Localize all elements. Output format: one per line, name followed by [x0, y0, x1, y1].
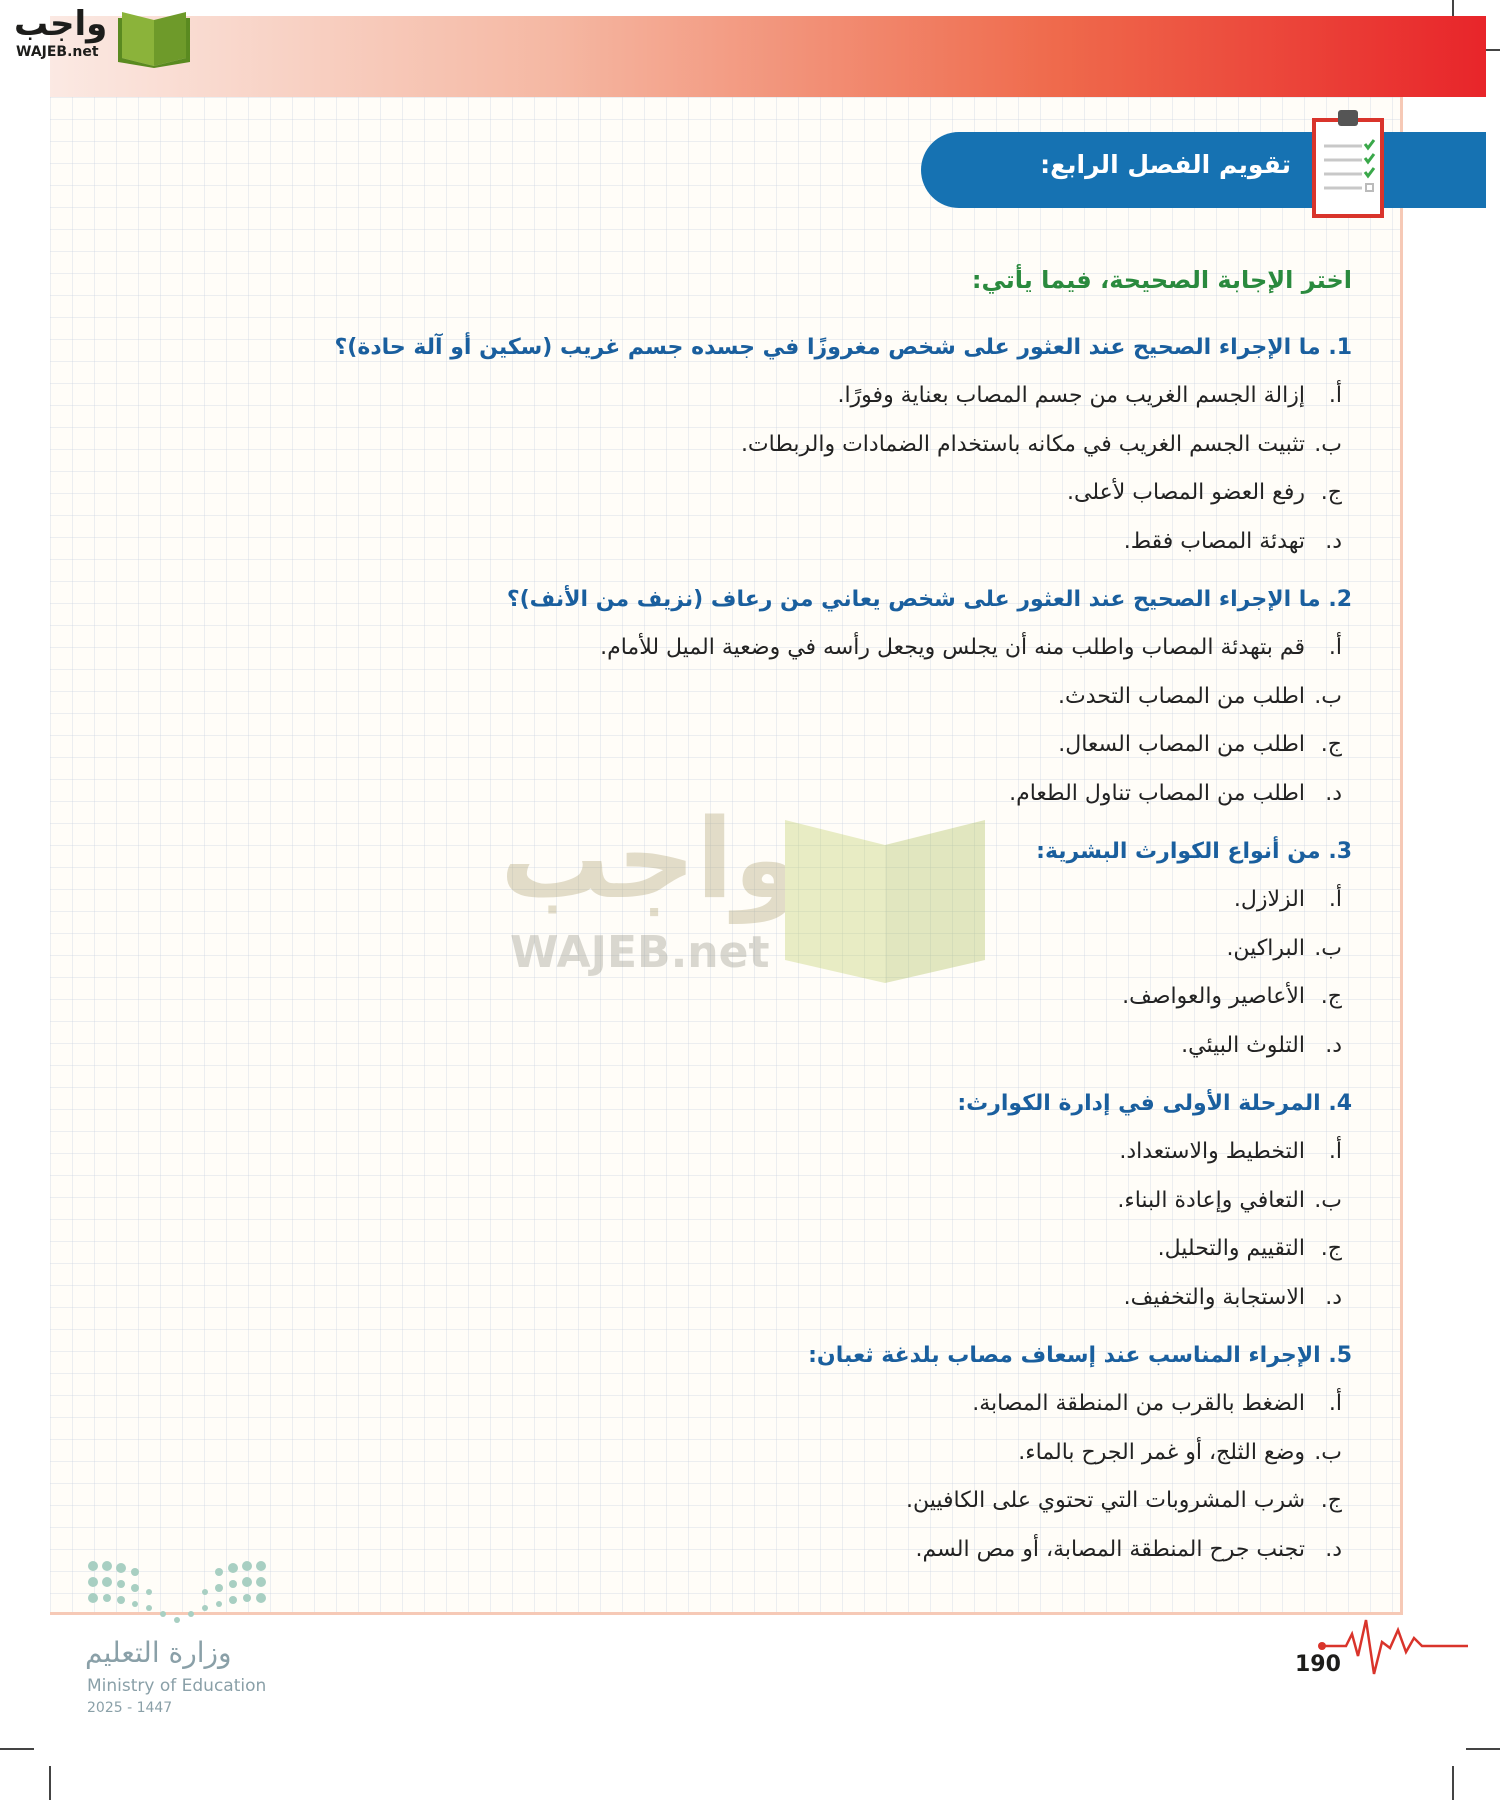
question-1: 1. ما الإجراء الصحيح عند العثور على شخص مغروزًا في جسده جسم غريب (سكين أو آلة حادة)؟: [334, 335, 1352, 360]
option-text: وضع الثلج، أو غمر الجرح بالماء.: [1018, 1439, 1305, 1465]
option-item[interactable]: [202, 372, 1352, 421]
question-5-options: [202, 1380, 1352, 1574]
option-letter: ج.: [1320, 480, 1342, 505]
option-item[interactable]: [202, 1380, 1352, 1429]
watermark-english: WAJEB.net: [510, 927, 770, 978]
option-item[interactable]: [202, 624, 1352, 673]
crop-mark: [1466, 1748, 1500, 1750]
option-item[interactable]: [202, 1477, 1352, 1526]
option-text: تجنب جرح المنطقة المصابة، أو مص السم.: [915, 1536, 1305, 1562]
option-letter: د.: [1325, 528, 1342, 554]
assessment-content: [202, 260, 1352, 1588]
option-item[interactable]: [202, 1274, 1352, 1323]
option-text: التعافي وإعادة البناء.: [1117, 1187, 1305, 1213]
option-text: شرب المشروبات التي تحتوي على الكافيين.: [906, 1488, 1305, 1513]
question-4-options: [202, 1128, 1352, 1322]
option-text: البراكين.: [1226, 935, 1305, 961]
option-item[interactable]: [202, 721, 1352, 770]
option-item[interactable]: [202, 1177, 1352, 1226]
option-text: اطلب من المصاب التحدث.: [1058, 683, 1305, 709]
option-text: التخطيط والاستعداد.: [1119, 1139, 1305, 1164]
option-item[interactable]: [202, 1526, 1352, 1575]
page-number: 190: [1295, 1652, 1341, 1677]
option-text: رفع العضو المصاب لأعلى.: [1066, 480, 1305, 505]
header-gradient-band: [50, 16, 1486, 97]
option-letter: ب.: [1314, 1187, 1342, 1213]
option-item[interactable]: [202, 1128, 1352, 1177]
option-letter: ج.: [1320, 1236, 1342, 1261]
option-letter: ج.: [1320, 984, 1342, 1009]
option-letter: ج.: [1320, 1488, 1342, 1513]
option-letter: ب.: [1314, 683, 1342, 709]
logo-english-text: WAJEB.net: [16, 44, 99, 60]
option-letter: أ.: [1328, 1139, 1342, 1164]
book-icon: [114, 8, 194, 68]
option-item[interactable]: [202, 673, 1352, 722]
option-letter: أ.: [1328, 635, 1342, 660]
crop-mark: [0, 1748, 34, 1750]
option-letter: أ.: [1328, 383, 1342, 408]
option-letter: ب.: [1314, 431, 1342, 457]
option-text: اطلب من المصاب السعال.: [1058, 732, 1305, 757]
option-item[interactable]: [202, 973, 1352, 1022]
question-2: 2. ما الإجراء الصحيح عند العثور على شخص يعاني من رعاف (نزيف من الأنف)؟: [506, 587, 1352, 612]
crop-mark: [49, 1766, 51, 1800]
option-item[interactable]: [202, 469, 1352, 518]
question-4: 4. المرحلة الأولى في إدارة الكوارث:: [957, 1091, 1352, 1116]
option-item[interactable]: [202, 1022, 1352, 1071]
option-text: تهدئة المصاب فقط.: [1123, 528, 1305, 554]
ministry-logo: [85, 1556, 285, 1726]
option-letter: د.: [1325, 1032, 1342, 1058]
instruction-heading: اختر الإجابة الصحيحة، فيما يأتي:: [971, 266, 1352, 294]
option-letter: أ.: [1328, 1391, 1342, 1416]
option-letter: ب.: [1314, 1439, 1342, 1465]
question-3-options: [202, 876, 1352, 1070]
option-letter: د.: [1325, 780, 1342, 806]
option-text: الأعاصير والعواصف.: [1122, 984, 1305, 1009]
option-letter: ب.: [1314, 935, 1342, 961]
option-letter: أ.: [1328, 887, 1342, 912]
option-item[interactable]: [202, 770, 1352, 819]
question-1-options: [202, 372, 1352, 566]
option-letter: د.: [1325, 1536, 1342, 1562]
crop-mark: [1452, 1766, 1454, 1800]
option-item[interactable]: [202, 1225, 1352, 1274]
option-text: الزلازل.: [1233, 887, 1305, 912]
heartbeat-line-icon: [1318, 1612, 1468, 1682]
option-item[interactable]: [202, 421, 1352, 470]
option-text: اطلب من المصاب تناول الطعام.: [1009, 780, 1305, 806]
checklist-clipboard-icon: [1312, 106, 1384, 218]
option-text: إزالة الجسم الغريب من جسم المصاب بعناية وفورًا.: [837, 383, 1305, 408]
option-item[interactable]: [202, 876, 1352, 925]
option-text: الضغط بالقرب من المنطقة المصابة.: [972, 1391, 1305, 1416]
chapter-banner: [921, 132, 1486, 208]
option-letter: ج.: [1320, 732, 1342, 757]
option-text: قم بتهدئة المصاب واطلب منه أن يجلس ويجعل رأسه في وضعية الميل للأمام.: [600, 635, 1305, 660]
option-text: التقييم والتحليل.: [1157, 1236, 1305, 1261]
logo-arabic-text: واجب: [14, 4, 108, 44]
site-logo[interactable]: [8, 4, 188, 66]
question-2-options: [202, 624, 1352, 818]
question-5: 5. الإجراء المناسب عند إسعاف مصاب بلدغة ثعبان:: [808, 1343, 1352, 1368]
question-3: 3. من أنواع الكوارث البشرية:: [1036, 839, 1352, 864]
option-text: تثبيت الجسم الغريب في مكانه باستخدام الضمادات والربطات.: [740, 431, 1305, 457]
ministry-arabic: وزارة التعليم: [85, 1636, 232, 1669]
option-letter: د.: [1325, 1284, 1342, 1310]
option-item[interactable]: [202, 925, 1352, 974]
option-item[interactable]: [202, 518, 1352, 567]
banner-title: تقويم الفصل الرابع:: [1040, 150, 1291, 179]
watermark-arabic: واجب: [500, 795, 802, 923]
option-item[interactable]: [202, 1429, 1352, 1478]
option-text: الاستجابة والتخفيف.: [1123, 1284, 1305, 1310]
option-text: التلوث البيئي.: [1181, 1032, 1305, 1058]
ministry-year: 2025 - 1447: [87, 1700, 173, 1716]
ministry-dots-icon: [85, 1556, 275, 1628]
ministry-english: Ministry of Education: [87, 1676, 267, 1696]
